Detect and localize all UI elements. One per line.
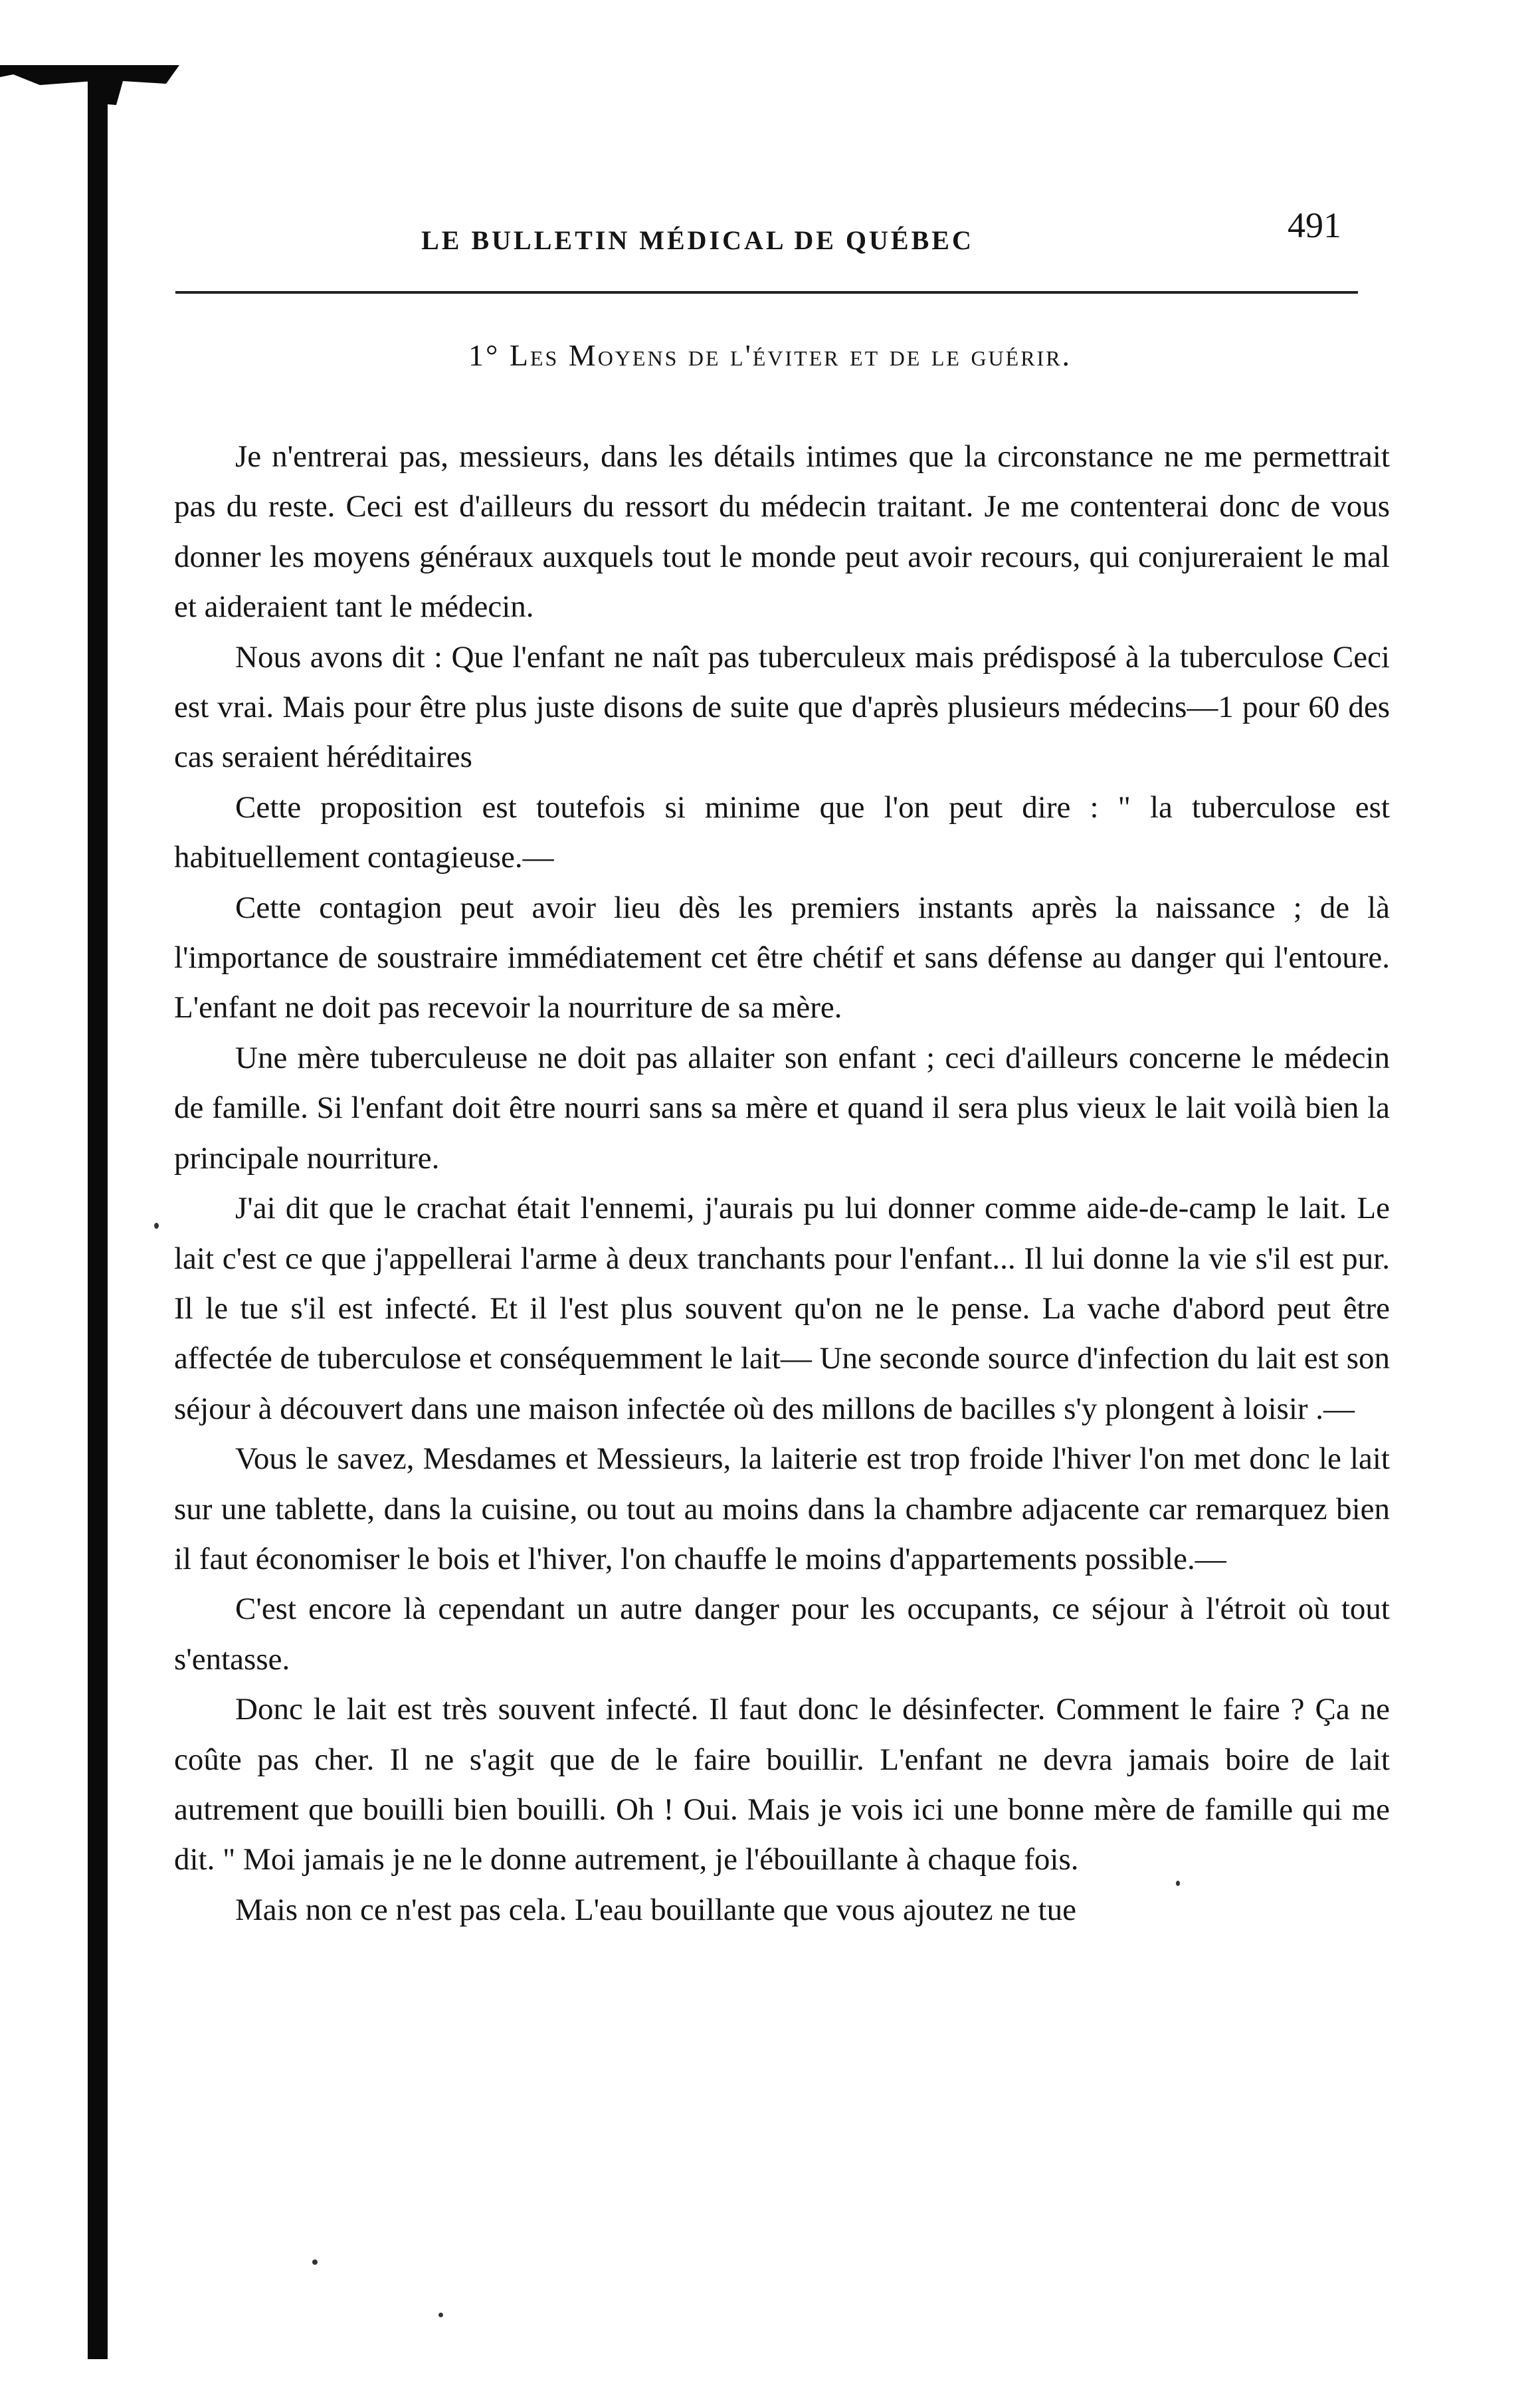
- paragraph: J'ai dit que le crachat était l'ennemi, j'aurais pu lui donner comme aide-de-camp le lait. Le lait c'est ce que j'appellerai l'arme à deux tranchants pour l'enfant... Il lui donne la vie s'il est pur. Il le tue s'il est infecté. Et il l'est plus souvent qu'on ne le pense. La vache d'abord peut être affectée de tuberculose et conséquemment le lait— Une seconde source d'infection du lait est son séjour à découvert dans une maison infectée où des millons de bacilles s'y plongent à loisir .—: [174, 1191, 1390, 1426]
- page-number: 491: [1288, 205, 1341, 245]
- paragraph: Je n'entrerai pas, messieurs, dans les détails intimes que la circonstance ne me permettrait pas du reste. Ceci est d'ailleurs du ressort du médecin traitant. Je me contenterai donc de vous donner les moyens généraux auxquels tout le monde peut avoir recours, qui conjureraient le mal et aideraient tant le médecin.: [174, 439, 1390, 625]
- binding-edge-cap: [0, 65, 179, 105]
- scan-speck: [312, 2259, 318, 2265]
- section-title-text: Les Moyens de l'éviter et de le guérir.: [509, 338, 1072, 372]
- paragraph: Cette contagion peut avoir lieu dès les premiers instants après la naissance ; de là l'importance de soustraire immédiatement cet être chétif et sans défense au danger qui l'entoure. L'enfant ne doit pas recevoir la nourriture de sa mère.: [174, 890, 1390, 1025]
- scan-speck: [438, 2313, 443, 2317]
- paragraph: C'est encore là cependant un autre danger pour les occupants, ce séjour à l'étroit où tout s'entasse.: [174, 1592, 1390, 1677]
- paragraph: Une mère tuberculeuse ne doit pas allaiter son enfant ; ceci d'ailleurs concerne le médecin de famille. Si l'enfant doit être nourri sans sa mère et quand il sera plus vieux le lait voilà bien la principale nourriture.: [174, 1040, 1390, 1176]
- body-text: [174, 432, 1390, 1935]
- header-rule: [175, 291, 1358, 294]
- section-title: [0, 338, 1540, 373]
- binding-edge: [88, 73, 108, 2359]
- scan-speck: [1176, 1881, 1180, 1886]
- paragraph: Vous le savez, Mesdames et Messieurs, la laiterie est trop froide l'hiver l'on met donc le lait sur une tablette, dans la cuisine, ou tout au moins dans la chambre adjacente car remarquez bien il faut économiser le bois et l'hiver, l'on chauffe le moins d'appartements possible.—: [174, 1441, 1390, 1576]
- paragraph: Cette proposition est toutefois si minime que l'on peut dire : " la tuberculose est habituellement contagieuse.—: [174, 789, 1390, 875]
- scan-speck: [154, 1223, 159, 1229]
- section-number: 1°: [468, 338, 500, 372]
- paragraph: Nous avons dit : Que l'enfant ne naît pas tuberculeux mais prédisposé à la tuberculose Ceci est vrai. Mais pour être plus juste disons de suite que d'après plusieurs médecins—1 pour 60 des cas seraient héréditaires: [174, 639, 1390, 775]
- paragraph: Mais non ce n'est pas cela. L'eau bouillante que vous ajoutez ne tue: [235, 1892, 1076, 1927]
- running-head: LE BULLETIN MÉDICAL DE QUÉBEC: [421, 225, 974, 255]
- paragraph: Donc le lait est très souvent infecté. Il faut donc le désinfecter. Comment le faire ? Ça ne coûte pas cher. Il ne s'agit que de le faire bouillir. L'enfant ne devra jamais boire de lait autrement que bouilli bien bouilli. Oh ! Oui. Mais je vois ici une bonne mère de famille qui me dit. " Moi jamais je ne le donne autrement, je l'ébouillante à chaque fois.: [174, 1692, 1390, 1877]
